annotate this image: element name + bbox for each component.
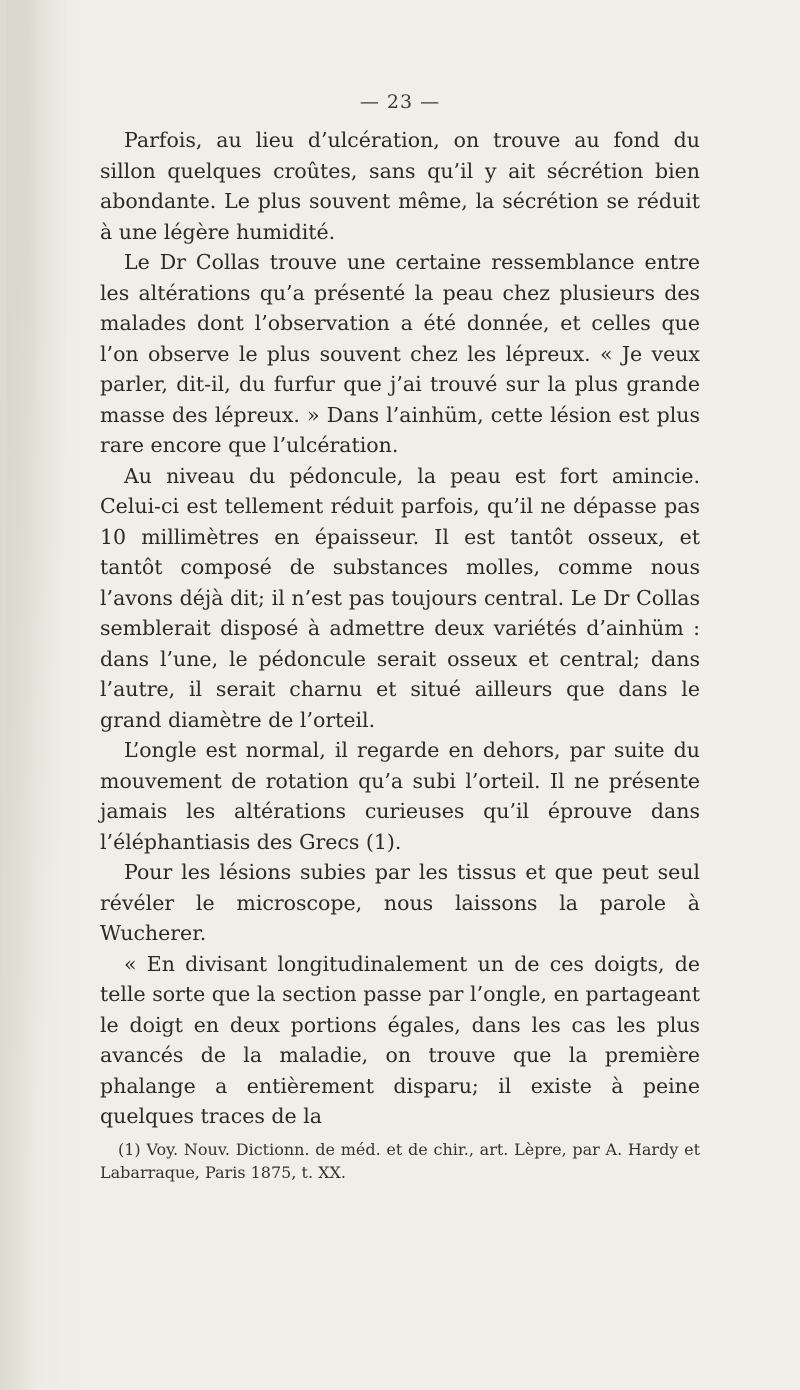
paragraph: L’ongle est normal, il regarde en dehors, par suite du mouvement de rotation qu’a subi l’orteil. Il ne présente jamais les altérations curieuses qu’il éprouve dans l’éléphantiasis des Grecs (1). [100,738,700,854]
page-number: — 23 — [359,91,441,113]
paragraph: « En divisant longitudinalement un de ces doigts, de telle sorte que la section passe par l’ongle, en partageant le doigt en deux portions égales, dans les cas les plus avancés de la maladie, on trouve que la première phalange a entièrement disparu; il existe à peine quelques traces de la [100,951,700,1128]
paragraph: Le Dr Collas trouve une certaine ressemblance entre les altérations qu’a présenté la peau chez plusieurs des malades dont l’observation a été donnée, et celles que l’on observe le plus souvent chez les lépreux. « Je veux parler, dit-il, du furfur que j’ai trouvé sur la plus grande masse des lépreux. » Dans l’ainhüm, cette lésion est plus rare encore que l’ulcération. [100,250,700,457]
binding-shadow [6,0,76,1390]
footnote-text: (1) Voy. Nouv. Dictionn. de méd. et de chir., art. Lèpre, par A. Hardy et Labarraque, Paris 1875, t. XX. [100,1140,700,1182]
paragraph: Au niveau du pédoncule, la peau est fort amincie. Celui-ci est tellement réduit parfois, qu’il ne dépasse pas 10 millimètres en épaisseur. Il est tantôt osseux, et tantôt composé de substances molles, comme nous l’avons déjà dit; il n’est pas toujours central. Le Dr Collas semblerait disposé à admettre deux variétés d’ainhüm : dans l’une, le pédoncule serait osseux et central; dans l’autre, il serait charnu et situé ailleurs que dans le grand diamètre de l’orteil. [100,463,700,732]
paragraph: Parfois, au lieu d’ulcération, on trouve au fond du sillon quelques croûtes, sans qu’il y ait sécrétion bien abondante. Le plus souvent même, la sécrétion se réduit à une légère humidité. [100,128,700,244]
body-text [100,125,700,1132]
paragraph: Pour les lésions subies par les tissus et que peut seul révéler le microscope, nous laissons la parole à Wucherer. [100,860,700,945]
footnote [100,1138,700,1184]
